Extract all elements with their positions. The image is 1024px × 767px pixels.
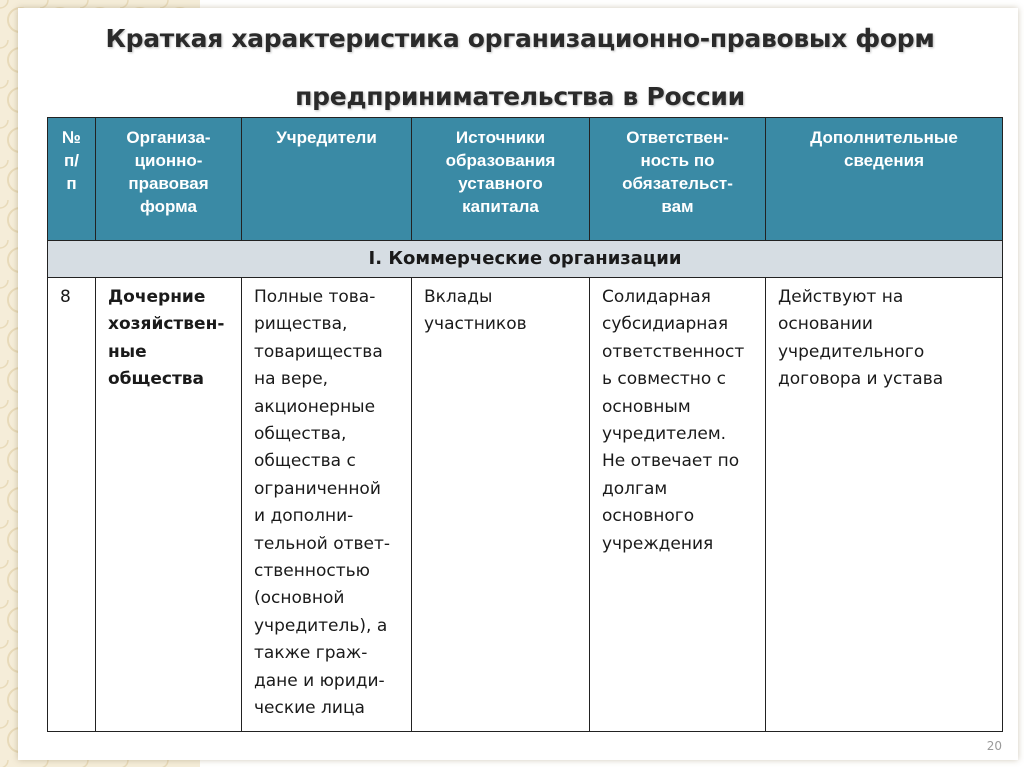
table-header-row	[48, 118, 1003, 241]
row-legal-form	[96, 278, 242, 732]
cell-line: акционерные	[254, 396, 376, 417]
cell-line: хозяйствен-	[108, 314, 225, 335]
cell-line: ческие лица	[254, 698, 365, 719]
cell-line: на вере,	[254, 369, 329, 390]
cell-line: ственностью	[254, 561, 370, 582]
header-liability: Ответствен- ность по обязательст- вам	[590, 118, 766, 241]
cell-line: Полные това-	[254, 287, 376, 307]
cell-line: учреждения	[602, 533, 714, 554]
cell-line: учредителем.	[602, 424, 727, 445]
header-capital-sources: Источники образования уставного капитала	[412, 118, 590, 241]
cell-line: Действуют на	[778, 287, 904, 307]
cell-line: ответственност	[602, 341, 745, 362]
header-additional-info: Дополнительные сведения	[766, 118, 1003, 241]
cell-line: дане и юриди-	[254, 670, 385, 691]
cell-line: учредитель), а	[254, 615, 388, 636]
cell-line: участников	[424, 314, 527, 335]
cell-line: Солидарная	[602, 287, 711, 307]
header-legal-form: Организа- ционно- правовая форма	[96, 118, 242, 241]
row-liability	[590, 278, 766, 732]
legal-forms-table	[47, 117, 1003, 732]
cell-line: Вклады	[424, 287, 493, 307]
cell-line: также граж-	[254, 643, 368, 664]
cell-line: рищества,	[254, 314, 348, 335]
cell-line: ные	[108, 341, 147, 362]
cell-line: учредительного	[778, 341, 925, 362]
cell-line: основного	[602, 506, 695, 527]
cell-line: ограниченной	[254, 478, 381, 499]
cell-line: ь совместно с	[602, 369, 726, 390]
cell-line: Не отвечает по	[602, 451, 740, 472]
row-additional-info	[766, 278, 1003, 732]
slide-title	[60, 10, 980, 126]
cell-line: основании	[778, 314, 873, 335]
cell-line: общества с	[254, 451, 356, 472]
cell-line: общества,	[254, 424, 347, 445]
cell-line: Дочерние	[108, 287, 206, 307]
cell-line: (основной	[254, 588, 345, 609]
row-founders	[242, 278, 412, 732]
cell-line: договора и устава	[778, 369, 944, 390]
cell-line: общества	[108, 369, 205, 390]
header-founders: Учредители	[242, 118, 412, 241]
page-number: 20	[986, 739, 1002, 753]
title-line-2: предпринимательства в России	[295, 82, 745, 111]
cell-line: товарищества	[254, 341, 383, 362]
cell-line: долгам	[602, 478, 668, 499]
cell-line: и дополни-	[254, 506, 354, 527]
cell-line: субсидиарная	[602, 314, 729, 335]
row-capital-sources	[412, 278, 590, 732]
header-number: № п/ п	[48, 118, 96, 241]
row-number: 8	[48, 278, 96, 732]
cell-line: основным	[602, 396, 691, 417]
title-line-1: Краткая характеристика организационно-правовых форм	[105, 24, 935, 53]
cell-line: тельной ответ-	[254, 533, 391, 554]
section-row	[48, 241, 1003, 278]
table-row	[48, 278, 1003, 732]
section-title: I. Коммерческие организации	[48, 241, 1003, 278]
